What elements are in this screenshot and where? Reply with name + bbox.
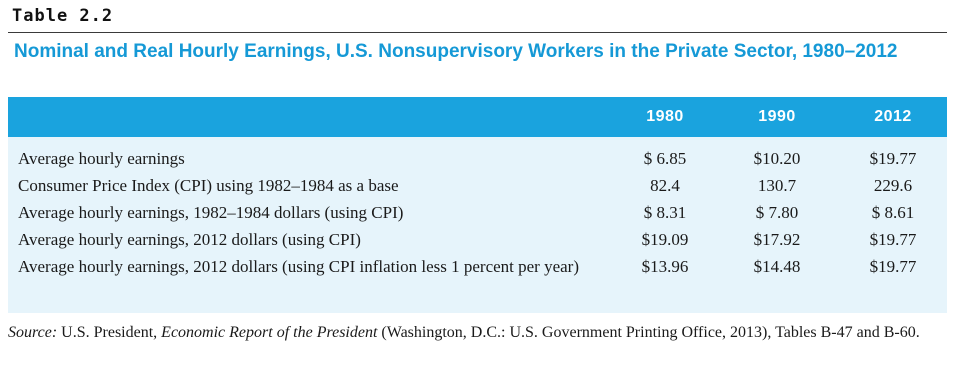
cell-2012: $19.77 — [869, 230, 917, 249]
cell-1990: $17.92 — [753, 230, 801, 249]
table-body — [8, 137, 947, 313]
cell-2012: $19.77 — [869, 257, 917, 276]
source-prefix: Source: — [8, 324, 58, 341]
cell-1980: $19.09 — [641, 230, 689, 249]
source-text-2: (Washington, D.C.: U.S. Government Printing Office, 2013), Tables B-47 and B-60. — [377, 324, 920, 341]
source-text-1: U.S. President, — [57, 324, 162, 341]
row-label: Average hourly earnings, 2012 dollars (using CPI inflation less 1 percent per year) — [18, 257, 579, 276]
source-note — [8, 322, 948, 343]
source-publication-title: Economic Report of the President — [161, 324, 378, 341]
cell-2012: 229.6 — [873, 176, 913, 195]
column-header-1990: 1990 — [758, 108, 796, 125]
cell-1980: $ 8.31 — [643, 203, 687, 222]
cell-1990: $ 7.80 — [755, 203, 799, 222]
row-label: Average hourly earnings, 1982–1984 dollars (using CPI) — [18, 203, 404, 222]
row-label: Consumer Price Index (CPI) using 1982–1984 as a base — [18, 176, 399, 195]
cell-1980: 82.4 — [650, 176, 680, 195]
cell-1990: $14.48 — [753, 257, 801, 276]
cell-2012: $ 8.61 — [871, 203, 915, 222]
cell-1990: 130.7 — [757, 176, 797, 195]
cell-1990: $10.20 — [753, 149, 801, 168]
row-label: Average hourly earnings, 2012 dollars (using CPI) — [18, 230, 361, 249]
top-rule — [8, 32, 947, 33]
column-header-bar — [8, 97, 947, 137]
table-number: Table 2.2 — [12, 6, 114, 26]
column-header-2012: 2012 — [874, 108, 912, 125]
cell-1980: $13.96 — [641, 257, 689, 276]
column-header-1980: 1980 — [646, 108, 684, 125]
row-label: Average hourly earnings — [18, 149, 185, 168]
table-title: Nominal and Real Hourly Earnings, U.S. Nonsupervisory Workers in the Private Sector, 1980–2012 — [14, 41, 898, 62]
cell-2012: $19.77 — [869, 149, 917, 168]
cell-1980: $ 6.85 — [643, 149, 687, 168]
